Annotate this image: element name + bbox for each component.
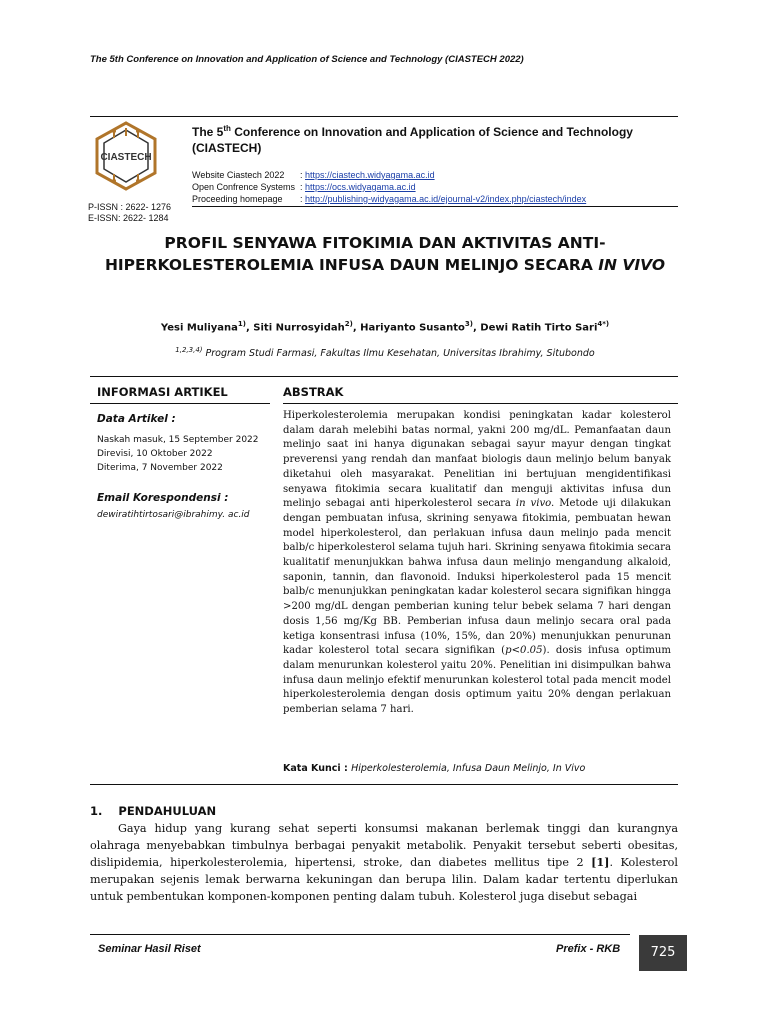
date-revised: Direvisi, 10 Oktober 2022: [97, 449, 213, 459]
paper-title-line2: [60, 254, 710, 276]
footer-left: Seminar Hasil Riset: [98, 943, 201, 955]
ocs-link-row: [192, 182, 416, 193]
author-name: Yesi Muliyana: [160, 322, 238, 334]
author-name: Siti Nurrosyidah: [253, 322, 345, 334]
conference-title-sup: th: [223, 124, 231, 133]
meta-rule: [192, 206, 678, 207]
affiliation: [60, 346, 710, 359]
keywords: [283, 763, 585, 774]
page-number: 725: [639, 935, 687, 971]
date-received: Naskah masuk, 15 September 2022: [97, 435, 259, 445]
keywords-value: Hiperkolesterolemia, Infusa Daun Melinjo, In Vivo: [351, 763, 586, 774]
author-name: Hariyanto Susanto: [360, 322, 465, 334]
proceeding-sep: :: [300, 194, 306, 204]
author-sep: ,: [352, 322, 361, 334]
email-heading: Email Korespondensi :: [97, 492, 229, 504]
author-sup: 1): [237, 320, 246, 328]
affiliation-text: Program Studi Farmasi, Fakultas Ilmu Kesehatan, Universitas Ibrahimy, Situbondo: [202, 348, 595, 360]
website-label: Website Ciastech 2022: [192, 170, 285, 180]
article-info-heading: INFORMASI ARTIKEL: [97, 385, 228, 399]
website-sep: :: [300, 170, 306, 180]
conference-title-post: Conference on Innovation and Application of Science and Technology (CIASTECH): [192, 125, 633, 155]
section-top-rule: [90, 376, 678, 377]
issn-block: [88, 202, 171, 224]
info-rule: [90, 403, 270, 404]
website-link[interactable]: https://ciastech.widyagama.ac.id: [305, 170, 435, 180]
author-sup: 3): [464, 320, 473, 328]
date-accepted: Diterima, 7 November 2022: [97, 463, 223, 473]
intro-text-pre: Gaya hidup yang kurang sehat seperti konsumsi makanan berlemak tinggi dan kurangnya olahraga menyebabkan timbulnya berbagai penyakit metabolik. Penyakit tersebut seberti obesitas, dislipidemia, hiperkolesterolemia, hipertensi, stroke, dan diabetes mellitus tipe 2: [90, 822, 678, 869]
abstract-italic1: in vivo.: [515, 498, 555, 510]
ocs-link[interactable]: https://ocs.widyagama.ac.id: [305, 182, 416, 192]
print-issn: P-ISSN : 2622- 1276: [88, 202, 172, 212]
ocs-label: Open Confrence Systems: [192, 182, 296, 192]
intro-text: [90, 820, 678, 905]
section-bottom-rule: [90, 784, 678, 785]
ciastech-logo: [90, 120, 162, 192]
abstract-part3: ). dosis infusa optimum dalam menurunkan kolesterol yaitu 20%. Penelitian ini disimpulkan bahwa infusa daun melinjo efektif menurunkan kolesterol total pada mencit model hiperkolesterolemia dengan dosis optimum yaitu 20% dengan perlakuan pemberian selama 7 hari.: [283, 645, 671, 716]
abstract-part1: Hiperkolesterolemia merupakan kondisi peningkatan kadar kolesterol dalam darah melebihi batas normal, yakni 200 mg/dL. Pemanfaatan daun melinjo saat ini hanya digunakan sebagai sayur mayur dengan tingkat preverensi yang rendah dan manfaat biologis daun melinjo belum banyak diketahui oleh masyarakat. Penelitian ini bertujuan mengidentifikasi senyawa fitokimia secara kualitatif dan menguji aktivitas infusa dun melinjo sebagai anti hiperkolesterol secara: [283, 410, 671, 510]
proceeding-link[interactable]: http://publishing-widyagama.ac.id/ejournal-v2/index.php/ciastech/index: [305, 194, 587, 204]
author-sep: ,: [246, 322, 254, 334]
data-artikel-heading: Data Artikel :: [97, 413, 176, 425]
paper-title-line2-main: HIPERKOLESTEROLEMIA INFUSA DAUN MELINJO SECARA: [104, 256, 599, 274]
paper-title-line2-italic: IN VIVO: [598, 256, 666, 274]
abstract-heading: ABSTRAK: [283, 385, 344, 399]
abstract-italic2: p<0.05: [505, 645, 543, 657]
conference-title: [192, 121, 662, 156]
keywords-label: Kata Kunci :: [283, 763, 352, 774]
intro-text-post: . Kolesterol merupakan sejenis lemak berwarna kekuningan dan berupa lilin. Dalam kadar tertentu diperlukan untuk pembentukan komponen-komponen penting dalam tubuh. Kolesterol juga disebut sebagai: [90, 856, 678, 903]
ocs-sep: :: [300, 182, 306, 192]
author-name: Dewi Ratih Tirto Sari: [480, 322, 598, 334]
electronic-issn: E-ISSN: 2622- 1284: [88, 213, 169, 223]
abstract-text: [283, 409, 671, 718]
ciastech-logo-icon: [90, 120, 162, 192]
paper-title: [60, 232, 710, 276]
abstract-rule: [283, 403, 678, 404]
header-rule: [90, 116, 678, 117]
intro-citation: [1]: [591, 855, 610, 869]
intro-heading: 1. PENDAHULUAN: [90, 804, 217, 818]
affiliation-sup: 1,2,3,4): [175, 346, 203, 354]
author-sup: 2): [344, 320, 353, 328]
conference-title-pre: The 5: [192, 125, 224, 139]
proceeding-label: Proceeding homepage: [192, 194, 283, 204]
author-sep: ,: [472, 322, 481, 334]
abstract-part2: Metode uji dilakukan dengan pembuatan infusa, skrining senyawa fitokimia, pembuatan hewan model hiperkolesterol, dan perlakuan infusa daun melinjo pada mencit balb/c hiperkolesterol selama tujuh hari. Skrining senyawa fitokimia secara kualitatif menunjukkan bahwa infusa daun melinjo mengandung alkaloid, saponin, tannin, dan flavonoid. Induksi hiperkolesterol pada 15 mencit balb/c menunjukkan peningkatan kadar kolesterol secara signifikan hingga >200 mg/dL dengan pemberian kuning telur bebek selama 7 hari dengan dosis 1,56 mg/Kg BB. Pemberian infusa daun melinjo secara oral pada ketiga konsentrasi infusa (10%, 15%, dan 20%) menunjukkan penurunan kadar kolesterol total secara signifikan (: [283, 498, 671, 657]
running-header: The 5th Conference on Innovation and Application of Science and Technology (CIASTECH 2022): [90, 54, 524, 65]
website-link-row: [192, 170, 435, 181]
proceeding-link-row: [192, 194, 586, 205]
logo-text: CIASTECH: [100, 152, 152, 163]
paper-title-line1: PROFIL SENYAWA FITOKIMIA DAN AKTIVITAS ANTI-: [164, 234, 606, 252]
author-sup: 4*): [597, 320, 610, 328]
footer-right: Prefix - RKB: [556, 943, 621, 955]
authors: [60, 320, 710, 333]
correspondence-email: dewiratihtirtosari@ibrahimy. ac.id: [97, 510, 250, 520]
footer-rule: [90, 934, 630, 935]
article-dates: [97, 433, 259, 475]
